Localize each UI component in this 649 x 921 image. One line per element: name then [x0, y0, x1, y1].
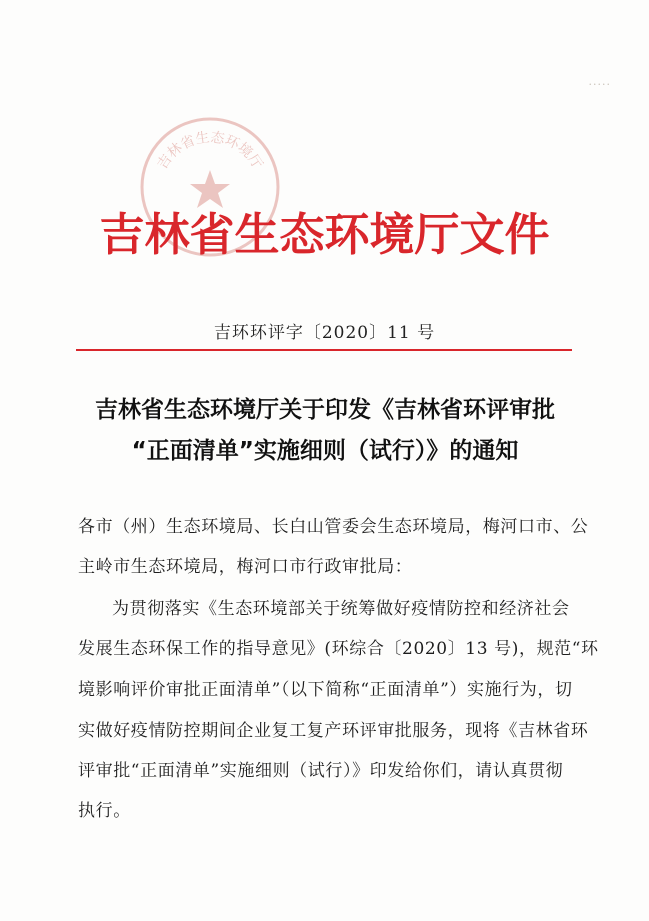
svg-text:吉林省生态环境厅 [154, 129, 266, 173]
notice-title-line-1: 吉林省生态环境厅关于印发《吉林省环评审批 [95, 397, 555, 423]
corner-mark: ····· [588, 78, 611, 91]
body-line: 发展生态环保工作的指导意见》(环综合〔2020〕13 号)，规范“环 [78, 639, 599, 659]
body-line: 主岭市生态环境局，梅河口市行政审批局： [78, 557, 413, 577]
body-line: 各市（州）生态环境局、长白山管委会生态环境局，梅河口市、公 [78, 517, 589, 537]
body-line: 为贯彻落实《生态环境部关于统筹做好疫情防控和经济社会 [112, 599, 570, 619]
document-header: 吉林省生态环境厅文件 [99, 208, 550, 261]
notice-title-line-2: “正面清单”实施细则（试行）》的通知 [131, 438, 519, 464]
body-line: 境影响评价审批正面清单”（以下简称“正面清单”）实施行为，切 [78, 680, 573, 700]
red-divider [76, 349, 572, 351]
document-number: 吉环环评字〔2020〕11 号 [213, 323, 436, 343]
body-line: 实做好疫情防控期间企业复工复产环评审批服务，现将《吉林省环 [78, 721, 589, 741]
seal-text: 吉林省生态环境厅 [154, 129, 266, 173]
body-line: 执行。 [78, 801, 131, 821]
body-line: 评审批“正面清单”实施细则（试行）》印发给你们，请认真贯彻 [78, 761, 564, 781]
